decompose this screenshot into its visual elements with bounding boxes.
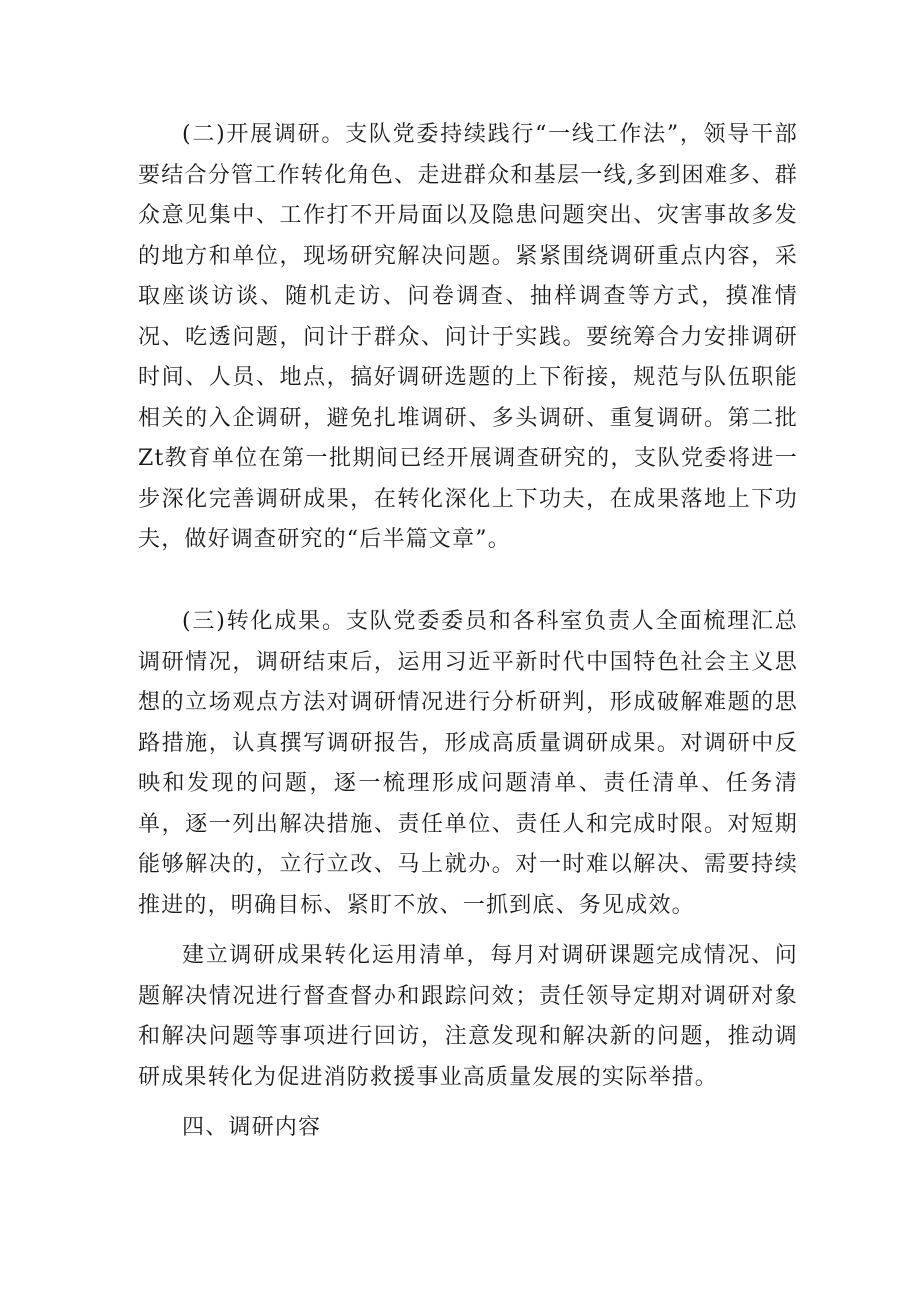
paragraph-transform-results: (三)转化成果。支队党委委员和各科室负责人全面梳理汇总调研情况，调研结束后，运用习近平新时代中国特色社会主义思想的立场观点方法对调研情况进行分析研判，形成破解难题的思路措施，认真撰写调研报告，形成高质量调研成果。对调研中反映和发现的问题，逐一梳理形成问题清单、责任清单、任务清单，逐一列出解决措施、责任单位、责任人和完成时限。对短期能够解决的，立行立改、马上就办。对一时难以解决、需要持续推进的，明确目标、紧盯不放、一抓到底、务见成效。: [138, 609, 798, 918]
paragraph-conduct-research: (二)开展调研。支队党委持续践行“一线工作法”，领导干部要结合分管工作转化角色、走进群众和基层一线,多到困难多、群众意见集中、工作打不开局面以及隐患问题突出、灾害事故多发的地方和单位，现场研究解决问题。紧紧围绕调研重点内容，采取座谈访谈、随机走访、问卷调查、抽样调查等方式，摸准情况、吃透问题，问计于群众、问计于实践。要统筹合力安排调研时间、人员、地点，搞好调研选题的上下衔接，规范与队伍职能相关的入企调研，避免扎堆调研、多头调研、重复调研。第二批Zt教育单位在第一批期间已经开展调查研究的，支队党委将进一步深化完善调研成果，在转化深化上下功夫，在成果落地上下功夫，做好调查研究的“后半篇文章”。: [138, 122, 798, 552]
section-heading-research-content: 四、调研内容: [182, 1115, 322, 1140]
paragraph-results-checklist: 建立调研成果转化运用清单，每月对调研课题完成情况、问题解决情况进行督查督办和跟踪问效；责任领导定期对调研对象和解决问题等事项进行回访，注意发现和解决新的问题，推动调研成果转化为促进消防救援事业高质量发展的实际举措。: [138, 943, 798, 1090]
